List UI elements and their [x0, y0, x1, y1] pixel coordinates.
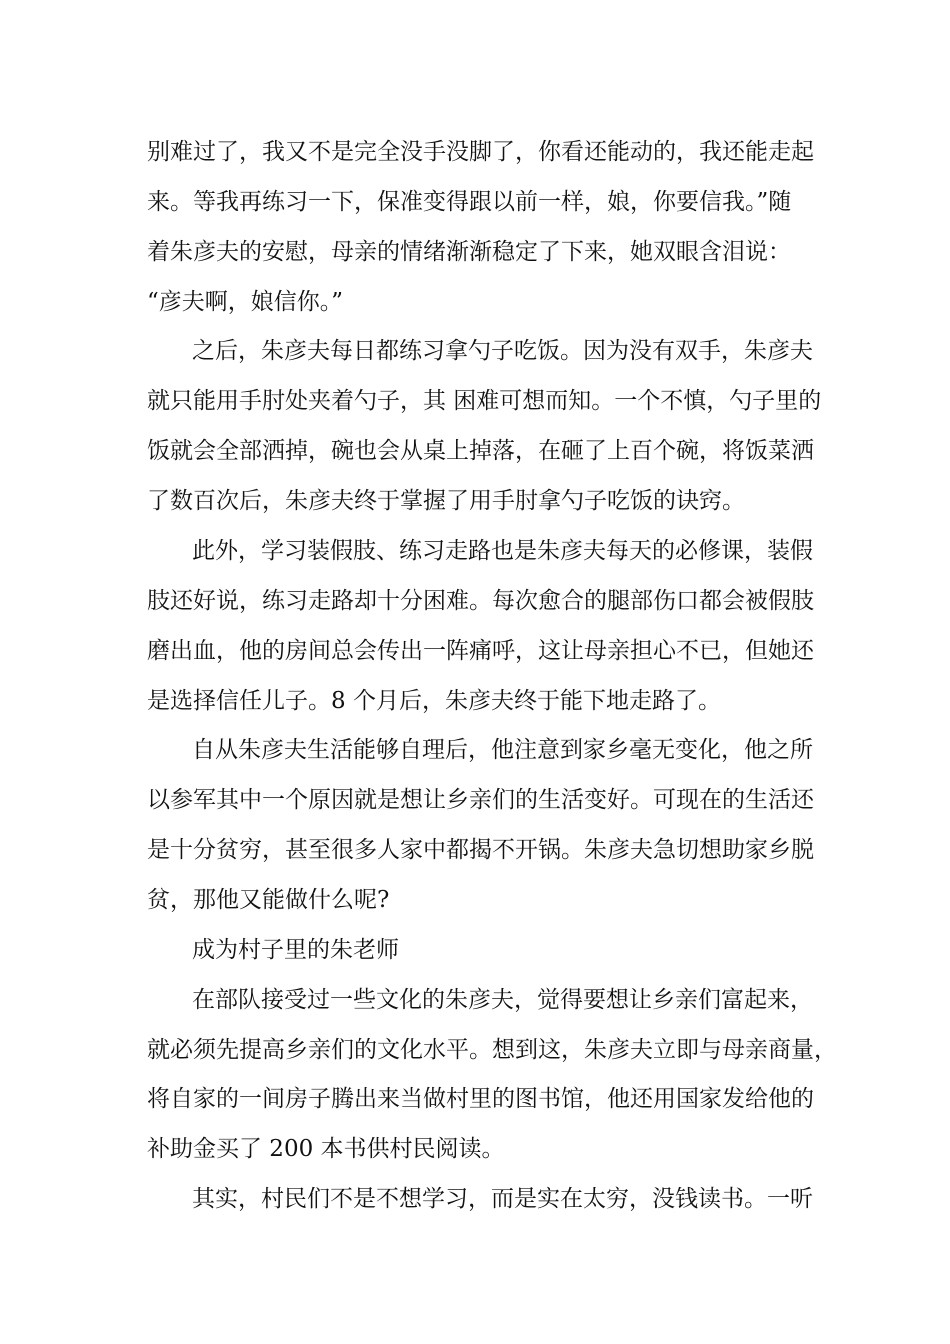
text-line: 贫，那他又能做什么呢? — [147, 887, 390, 913]
text-line: 着朱彦夫的安慰，母亲的情绪渐渐稳定了下来，她双眼含泪说： — [147, 239, 791, 265]
text-line: 其实，村民们不是不想学习，而是实在太穷，没钱读书。一听 — [192, 1186, 813, 1212]
text-line: “彦夫啊，娘信你。” — [147, 289, 344, 315]
text-line: 是十分贫穷，甚至很多人家中都揭不开锅。朱彦夫急切想助家乡脱 — [147, 837, 814, 863]
text-line: 别难过了，我又不是完全没手没脚了，你看还能动的，我还能走起 — [147, 139, 814, 165]
text-line: 了数百次后，朱彦夫终于掌握了用手肘拿勺子吃饭的诀窍。 — [147, 488, 745, 514]
text-line: 将自家的一间房子腾出来当做村里的图书馆，他还用国家发给他的 — [147, 1086, 814, 1112]
text-line: 以参军其中一个原因就是想让乡亲们的生活变好。可现在的生活还 — [147, 787, 814, 813]
text-line: 是选择信任儿子。8 个月后，朱彦夫终于能下地走路了。 — [147, 688, 721, 714]
text-line: 补助金买了 200 本书供村民阅读。 — [147, 1136, 505, 1162]
text-line: 在部队接受过一些文化的朱彦夫，觉得要想让乡亲们富起来， — [192, 987, 813, 1013]
text-line: 磨出血，他的房间总会传出一阵痛呼，这让母亲担心不已，但她还 — [147, 638, 814, 664]
text-line: 饭就会全部洒掉，碗也会从桌上掉落，在砸了上百个碗，将饭菜洒 — [147, 438, 814, 464]
section-heading: 成为村子里的朱老师 — [192, 937, 399, 963]
text-line: 就必须先提高乡亲们的文化水平。想到这，朱彦夫立即与母亲商量， — [147, 1037, 837, 1063]
text-line: 来。等我再练习一下，保准变得跟以前一样，娘，你要信我。”随 — [147, 189, 792, 215]
text-line: 肢还好说，练习走路却十分困难。每次愈合的腿部伤口都会被假肢 — [147, 588, 814, 614]
text-line: 此外，学习装假肢、练习走路也是朱彦夫每天的必修课，装假 — [192, 538, 813, 564]
text-line: 之后，朱彦夫每日都练习拿勺子吃饭。因为没有双手，朱彦夫 — [192, 338, 813, 364]
text-line: 自从朱彦夫生活能够自理后，他注意到家乡毫无变化，他之所 — [192, 737, 813, 763]
text-line: 就只能用手肘处夹着勺子，其 困难可想而知。一个不慎，勺子里的 — [147, 388, 822, 414]
